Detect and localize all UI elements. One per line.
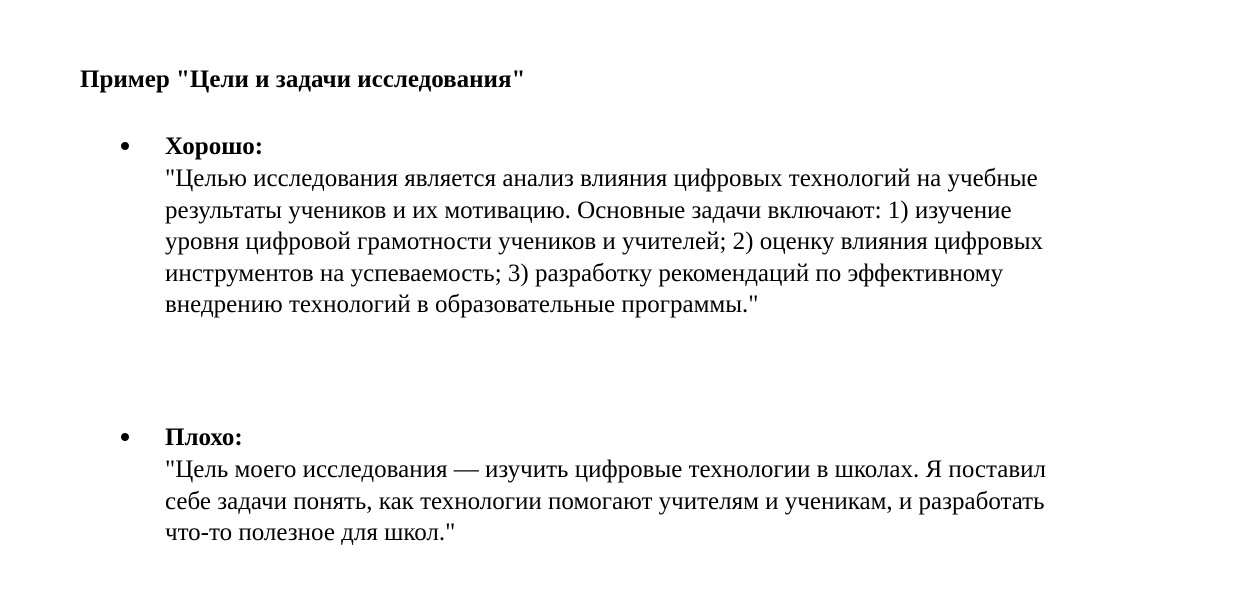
example-good [165,131,1175,321]
quote-line: уровня цифровой грамотности учеников и учителей; 2) оценку влияния цифровых [165,228,1044,255]
page-title: Пример "Цели и задачи исследования" [80,66,526,93]
quote-line: себе задачи понять, как технологии помогают учителям и ученикам, и разработать [165,487,1045,515]
quote-line: результаты учеников и их мотивацию. Основные задачи включают: 1) изучение [165,196,1012,224]
quote-line: внедрению технологий в образовательные программы." [165,291,759,318]
bullet-icon [121,433,129,441]
quote-line: "Целью исследования является анализ влияния цифровых технологий на учебные [165,165,1038,192]
example-bad-heading: Плохо: [165,424,243,451]
quote-line: "Цель моего исследования — изучить цифровые технологии в школах. Я поставил [165,456,1047,483]
example-good-quote [165,163,1175,321]
example-bad-quote [165,454,1175,549]
quote-line: инструментов на успеваемость; 3) разработку рекомендаций по эффективному [165,259,1004,287]
bullet-icon [121,142,129,150]
example-bad [165,422,1175,549]
quote-line: что-то полезное для школ." [165,519,456,546]
example-good-heading: Хорошо: [165,133,264,160]
